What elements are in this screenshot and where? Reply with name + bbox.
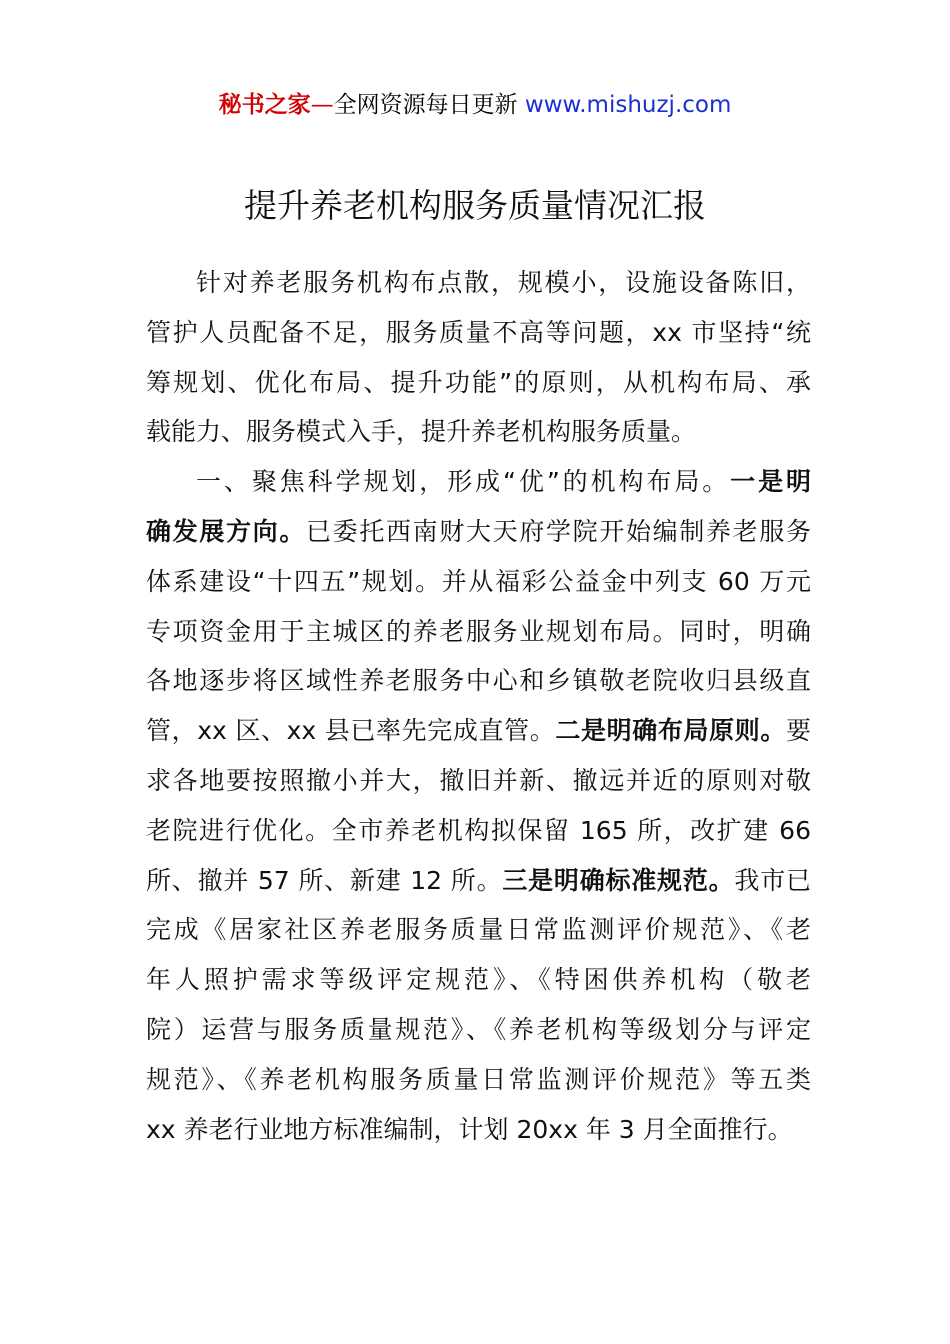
site-url-link[interactable]: www.mishuzj.com [524,92,732,118]
body-line [146,308,811,358]
document-body [146,258,811,1154]
body-line [146,1005,811,1055]
body-line [146,706,811,756]
body-line [146,407,811,457]
body-text-segment: 年人照护需求等级评定规范》、《特困供养机构（敬老 [146,965,811,995]
body-line [146,1055,811,1105]
body-text-segment: 针对养老服务机构布点散，规模小，设施设备陈旧， [196,268,811,297]
body-text-segment: 规范》、《养老机构服务质量日常监测评价规范》等五类 [146,1064,811,1094]
body-text-segment: 老院进行优化。全市养老机构拟保留 165 所，改扩建 66 [146,815,811,845]
body-text-segment: 管，xx 区、xx 县已率先完成直管。 [146,716,556,746]
body-text-segment: 载能力、服务模式入手，提升养老机构服务质量。 [146,417,697,447]
bold-heading-text: 三是明确标准规范。 [502,865,735,895]
body-text-segment: 筹规划、优化布局、提升功能”的原则，从机构布局、承 [146,367,811,397]
body-line [146,1105,811,1155]
bold-heading-text: 二是明确布局原则。 [555,716,786,746]
bold-heading-text: 确发展方向。 [146,516,306,546]
body-text-segment: 完成《居家社区养老服务质量日常监测评价规范》、《老 [146,915,811,945]
body-text-segment: 所、撤并 57 所、新建 12 所。 [146,865,503,895]
body-text-segment: 院）运营与服务质量规范》、《养老机构等级划分与评定 [146,1014,811,1044]
body-text-segment: 专项资金用于主城区的养老服务业规划布局。同时，明确 [146,616,811,646]
body-text-segment: xx 养老行业地方标准编制，计划 20xx 年 3 月全面推行。 [146,1114,793,1144]
body-text-segment: 管护人员配备不足，服务质量不高等问题，xx 市坚持“统 [146,317,811,347]
body-line [146,557,811,607]
body-line [146,955,811,1005]
bold-heading-text: 一是明 [730,467,811,497]
body-text-segment: 体系建设“十四五”规划。并从福彩公益金中列支 60 万元 [146,566,811,596]
body-text-segment: 已委托西南财大天府学院开始编制养老服务 [306,516,811,546]
body-line [146,856,811,906]
body-line [146,756,811,806]
document-title: 提升养老机构服务质量情况汇报 [244,186,706,225]
banner-dash: — [310,92,334,118]
site-banner [0,88,950,122]
body-line [146,656,811,706]
body-line [146,507,811,557]
body-text-segment: 一、聚焦科学规划，形成“优”的机构布局。 [196,467,731,497]
body-line [146,607,811,657]
body-text-segment: 我市已 [734,865,811,895]
body-line [146,258,811,308]
body-line [146,457,811,507]
body-line [146,806,811,856]
site-tagline: 全网资源每日更新 [333,92,518,118]
body-text-segment: 要 [785,716,811,746]
body-text-segment: 各地逐步将区域性养老服务中心和乡镇敬老院收归县级直 [146,666,811,696]
site-brand: 秘书之家 [218,92,311,118]
body-line [146,358,811,408]
body-line [146,905,811,955]
body-text-segment: 求各地要按照撤小并大，撤旧并新、撤远并近的原则对敬 [146,765,811,795]
